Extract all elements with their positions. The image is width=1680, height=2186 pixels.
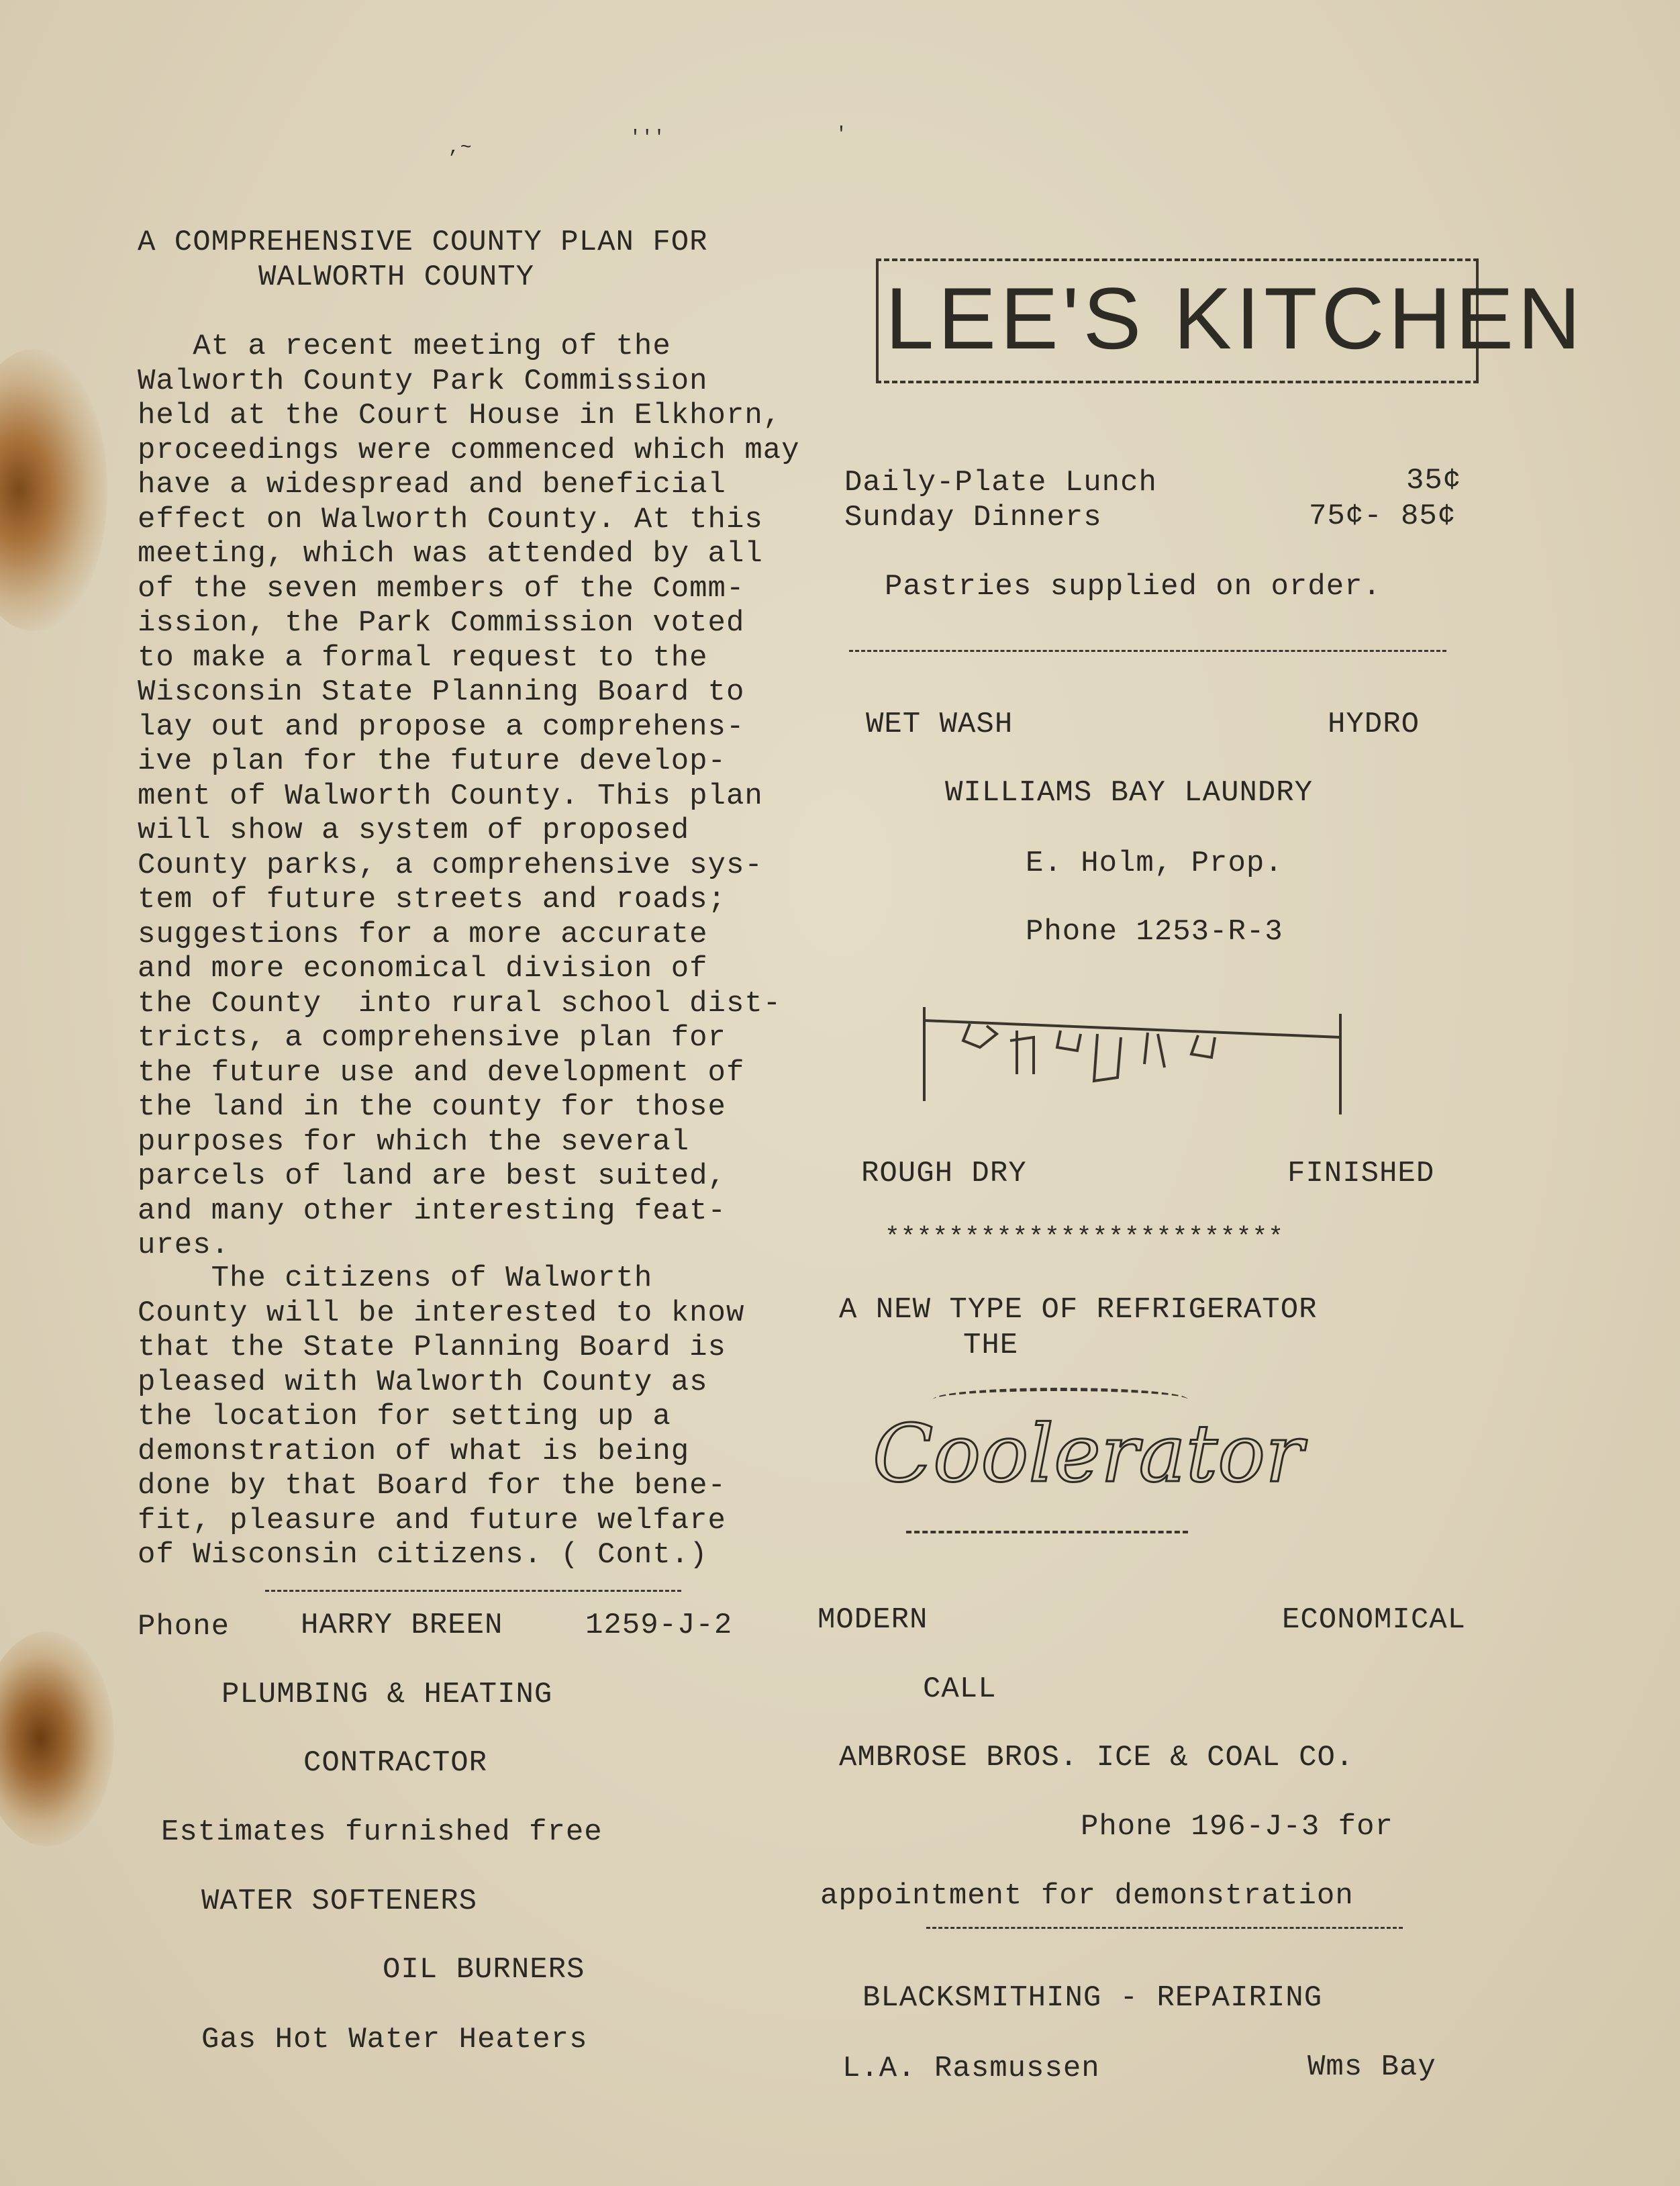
burn-mark-bottom (0, 1631, 114, 1846)
kitchen-divider (849, 650, 1446, 652)
article-line: Walworth County Park Commission (138, 364, 708, 398)
article-line: County will be interested to know (138, 1296, 745, 1330)
article-title-line2: WALWORTH COUNTY (258, 260, 535, 294)
plumbing-line-1: PLUMBING & HEATING (221, 1678, 553, 1711)
plumbing-line-4: WATER SOFTENERS (201, 1885, 478, 1918)
stray-mark: ,~ (448, 138, 473, 158)
article-line: ures. (138, 1229, 230, 1262)
kitchen-price-2: 75¢- 85¢ (1309, 500, 1456, 533)
article-title-line1: A COMPREHENSIVE COUNTY PLAN FOR (138, 226, 708, 259)
refrigerator-call: CALL (923, 1672, 997, 1706)
article-line: proceedings were commenced which may (138, 433, 800, 467)
article-line: effect on Walworth County. At this (138, 502, 763, 536)
blacksmith-headline: BLACKSMITHING - REPAIRING (862, 1981, 1323, 2015)
laundry-name: WILLIAMS BAY LAUNDRY (945, 776, 1314, 810)
plumbing-line-3: Estimates furnished free (161, 1815, 603, 1849)
article-line: demonstration of what is being (138, 1434, 690, 1468)
article-line: that the State Planning Board is (138, 1331, 726, 1364)
article-line: and many other interesting feat- (138, 1194, 726, 1228)
plumbing-line-6: Gas Hot Water Heaters (201, 2023, 588, 2056)
laundry-proprietor: E. Holm, Prop. (1026, 847, 1283, 880)
refrigerator-the: THE (963, 1329, 1019, 1362)
coolerator-logo (873, 1380, 1303, 1548)
article-line: meeting, which was attended by all (138, 537, 763, 571)
blacksmith-name: L.A. Rasmussen (842, 2052, 1100, 2085)
article-line: the land in the county for those (138, 1090, 726, 1124)
article-line: and more economical division of (138, 952, 708, 986)
article-line: At a recent meeting of the (138, 330, 671, 363)
refrigerator-company: AMBROSE BROS. ICE & COAL CO. (839, 1741, 1354, 1774)
laundry-phone: Phone 1253-R-3 (1026, 915, 1283, 949)
laundry-wet-wash: WET WASH (866, 708, 1014, 741)
refrigerator-economical: ECONOMICAL (1282, 1603, 1467, 1637)
article-line: Wisconsin State Planning Board to (138, 675, 745, 709)
plumbing-phone-label: Phone (138, 1610, 230, 1644)
refrigerator-modern: MODERN (818, 1603, 928, 1637)
article-line: of Wisconsin citizens. ( Cont.) (138, 1538, 708, 1572)
plumbing-phone-number: 1259-J-2 (585, 1609, 733, 1642)
burn-mark-top (0, 349, 107, 631)
article-line: ive plan for the future develop- (138, 745, 726, 778)
kitchen-item-2: Sunday Dinners (844, 501, 1102, 534)
laundry-rough-dry: ROUGH DRY (861, 1157, 1027, 1190)
article-line: have a widespread and beneficial (138, 468, 726, 502)
coolerator-logo-text: Coolerator (873, 1407, 1303, 1500)
article-line: fit, pleasure and future welfare (138, 1503, 726, 1537)
article-line: parcels of land are best suited, (138, 1159, 726, 1193)
article-line: the location for setting up a (138, 1400, 671, 1433)
article-line: tricts, a comprehensive plan for (138, 1021, 726, 1055)
article-line: the County into rural school dist- (138, 986, 782, 1020)
lees-kitchen-logo (876, 258, 1585, 383)
refrigerator-phone: Phone 196-J-3 for (1081, 1810, 1393, 1844)
article-line: tem of future streets and roads; (138, 883, 726, 916)
article-line: ment of Walworth County. This plan (138, 779, 763, 813)
stray-mark: ''' (630, 128, 666, 148)
article-line: lay out and propose a comprehens- (138, 710, 745, 744)
blacksmith-location: Wms Bay (1307, 2050, 1436, 2084)
coolerator-logo-underline (906, 1531, 1188, 1533)
article-line: suggestions for a more accurate (138, 917, 708, 951)
article-line: will show a system of proposed (138, 814, 690, 847)
laundry-separator: ************************* (885, 1223, 1285, 1252)
refrigerator-appointment: appointment for demonstration (820, 1879, 1354, 1913)
plumbing-line-2: CONTRACTOR (303, 1746, 488, 1780)
article-line: to make a formal request to the (138, 640, 708, 675)
refrigerator-headline: A NEW TYPE OF REFRIGERATOR (839, 1293, 1318, 1327)
refrigerator-divider (926, 1927, 1403, 1929)
kitchen-price-1: 35¢ (1406, 464, 1462, 497)
kitchen-item-1: Daily-Plate Lunch (844, 466, 1157, 500)
lees-kitchen-logo-text: LEE'S KITCHEN (885, 269, 1585, 367)
article-divider (265, 1590, 681, 1592)
plumbing-name: HARRY BREEN (301, 1609, 503, 1642)
article-line: The citizens of Walworth (138, 1262, 653, 1295)
clothesline-illustration (916, 1000, 1352, 1128)
laundry-finished: FINISHED (1287, 1157, 1435, 1190)
article-line: done by that Board for the bene- (138, 1469, 726, 1503)
article-line: pleased with Walworth County as (138, 1365, 708, 1399)
stray-mark: ' (836, 124, 848, 145)
article-line: held at the Court House in Elkhorn, (138, 399, 782, 432)
kitchen-note: Pastries supplied on order. (885, 570, 1381, 604)
laundry-hydro: HYDRO (1328, 708, 1420, 741)
article-line: of the seven members of the Comm- (138, 571, 745, 606)
article-line: the future use and development of (138, 1055, 745, 1090)
article-line: ission, the Park Commission voted (138, 606, 745, 640)
article-line: County parks, a comprehensive sys- (138, 848, 763, 882)
plumbing-line-5: OIL BURNERS (383, 1953, 585, 1987)
article-line: purposes for which the several (138, 1125, 690, 1159)
